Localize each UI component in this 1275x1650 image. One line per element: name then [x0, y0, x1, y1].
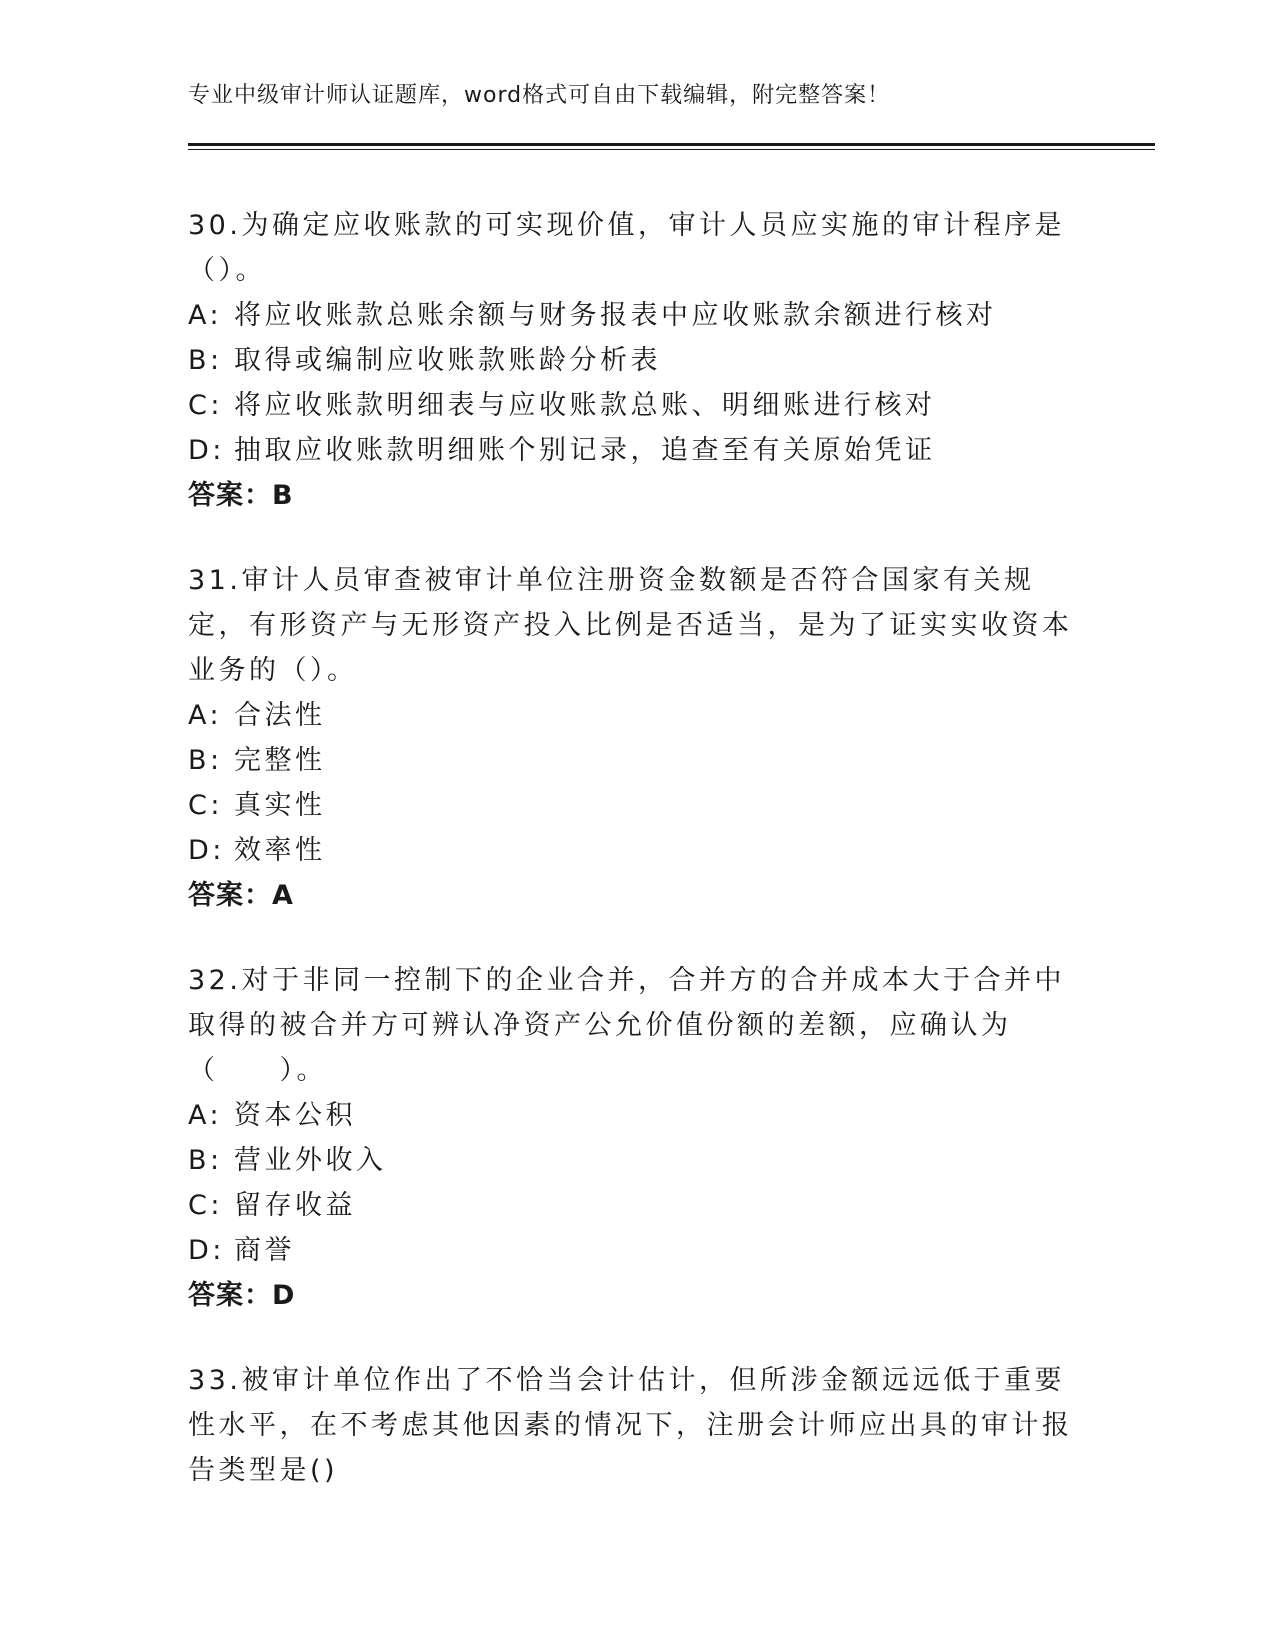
option-a	[188, 1093, 1088, 1138]
option-d	[188, 428, 1088, 473]
question-stem: 32.对于非同一控制下的企业合并，合并方的合并成本大于合并中取得的被合并方可辨认净资产公允价值份额的差额，应确认为（ ）。	[188, 965, 1065, 1086]
option-a	[188, 293, 1088, 338]
question-stem: 31.审计人员审查被审计单位注册资金数额是否符合国家有关规定，有形资产与无形资产投入比例是否适当，是为了证实实收资本业务的（）。	[188, 565, 1073, 686]
option-key: A:	[188, 300, 223, 331]
question-list	[188, 203, 1088, 1533]
option-text: 将应收账款明细表与应收账款总账、明细账进行核对	[234, 390, 936, 421]
option-b	[188, 1138, 1088, 1183]
option-key: A:	[188, 700, 223, 731]
option-text: 营业外收入	[234, 1145, 387, 1176]
question-31	[188, 558, 1088, 918]
question-32	[188, 958, 1088, 1318]
option-text: 取得或编制应收账款账龄分析表	[234, 345, 661, 376]
option-key: B:	[188, 1145, 223, 1176]
option-key: D:	[188, 835, 225, 866]
option-key: D:	[188, 435, 225, 466]
option-c	[188, 1183, 1088, 1228]
option-text: 留存收益	[234, 1190, 356, 1221]
answer: 答案：D	[188, 1280, 296, 1311]
option-b	[188, 738, 1088, 783]
question-30	[188, 203, 1088, 518]
option-key: A:	[188, 1100, 223, 1131]
option-key: C:	[188, 790, 223, 821]
option-key: C:	[188, 390, 223, 421]
option-text: 效率性	[234, 835, 326, 866]
option-text: 完整性	[234, 745, 326, 776]
header-divider	[188, 143, 1155, 150]
answer: 答案：B	[188, 480, 294, 511]
option-b	[188, 338, 1088, 383]
option-key: B:	[188, 345, 223, 376]
option-text: 资本公积	[234, 1100, 356, 1131]
option-text: 合法性	[234, 700, 326, 731]
option-text: 商誉	[234, 1235, 295, 1266]
option-key: D:	[188, 1235, 225, 1266]
page-header: 专业中级审计师认证题库，word格式可自由下载编辑，附完整答案！	[188, 83, 891, 108]
option-text: 抽取应收账款明细账个别记录，追查至有关原始凭证	[234, 435, 936, 466]
option-a	[188, 693, 1088, 738]
option-text: 将应收账款总账余额与财务报表中应收账款余额进行核对	[234, 300, 997, 331]
option-c	[188, 783, 1088, 828]
option-key: C:	[188, 1190, 223, 1221]
option-key: B:	[188, 745, 223, 776]
option-d	[188, 828, 1088, 873]
option-c	[188, 383, 1088, 428]
question-33	[188, 1358, 1088, 1493]
option-d	[188, 1228, 1088, 1273]
option-text: 真实性	[234, 790, 326, 821]
question-stem: 33.被审计单位作出了不恰当会计估计，但所涉金额远远低于重要性水平，在不考虑其他因素的情况下，注册会计师应出具的审计报告类型是()	[188, 1365, 1073, 1486]
question-stem: 30.为确定应收账款的可实现价值，审计人员应实施的审计程序是（）。	[188, 210, 1065, 286]
answer: 答案：A	[188, 880, 294, 911]
